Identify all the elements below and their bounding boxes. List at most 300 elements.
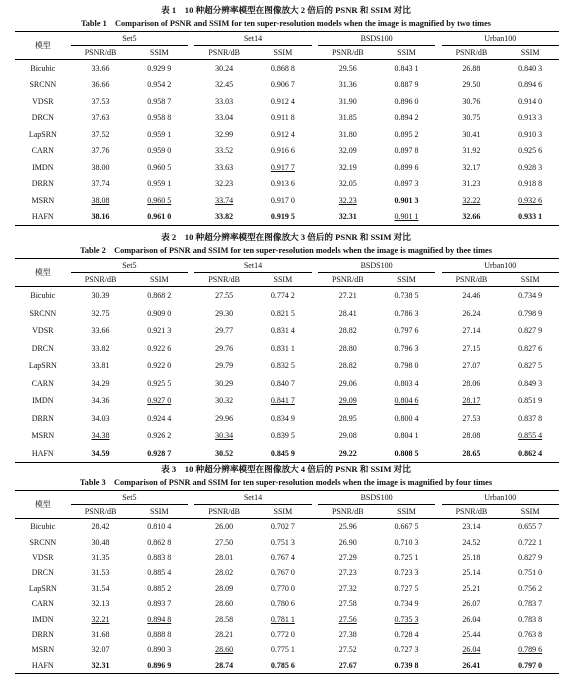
value-cell [194,110,254,127]
cell-value: 33.63 [215,162,234,172]
table-row [15,357,559,375]
value-cell [501,392,559,410]
table-row [15,77,559,94]
value-cell [194,287,254,305]
value-cell [442,410,502,428]
value-cell [71,322,131,340]
value-cell [318,60,378,77]
cell-value: 0.767 0 [270,568,295,578]
value-cell [442,519,502,535]
cell-value: 28.82 [338,326,357,336]
value-cell [318,143,378,160]
cell-value: 0.890 3 [147,645,172,655]
cell-value: 24.52 [462,537,481,547]
value-cell [318,392,378,410]
value-cell [318,77,378,94]
value-cell [501,658,559,674]
table-row [15,596,559,611]
cell-value: 38.00 [91,162,110,172]
cell-value: 34.29 [91,378,110,388]
table-row [15,550,559,565]
cell-value: 30.76 [462,96,481,106]
psnr-header: PSNR/dB [194,273,254,287]
value-cell [318,192,378,209]
cell-value: 28.74 [215,660,234,670]
cell-value: 0.896 9 [147,660,172,670]
cell-value: 0.913 3 [518,113,543,123]
cell-value: 0.928 7 [147,448,172,458]
value-cell [194,322,254,340]
cell-value: 0.922 6 [147,343,172,353]
value-cell [378,611,436,626]
cell-value: 0.728 4 [394,629,419,639]
cell-value: 0.780 6 [270,599,295,609]
value-cell [194,192,254,209]
cell-value: 0.914 0 [518,96,543,106]
model-name: VDSR [32,96,54,106]
cell-value: 26.07 [462,599,481,609]
model-name: LapSRN [28,361,57,371]
cell-value: 0.925 5 [147,378,172,388]
ssim-header: SSIM [501,46,559,60]
value-cell [130,658,188,674]
cell-value: 32.21 [91,614,110,624]
cell-value: 0.763 8 [518,629,543,639]
value-cell [442,611,502,626]
value-cell [378,209,436,226]
value-cell [378,357,436,375]
cell-value: 37.74 [91,179,110,189]
cell-value: 29.96 [215,413,234,423]
cell-value: 31.53 [91,568,110,578]
value-cell [501,143,559,160]
cell-value: 0.839 5 [270,431,295,441]
value-cell [71,410,131,428]
cell-value: 30.32 [215,396,234,406]
cell-value: 33.03 [215,96,234,106]
value-cell [378,126,436,143]
model-name: SRCNN [29,80,57,90]
cell-value: 0.897 8 [394,146,419,156]
value-cell [194,565,254,580]
value-cell [71,340,131,358]
cell-value: 29.79 [215,361,234,371]
value-cell [71,287,131,305]
value-cell [194,77,254,94]
table-row [15,392,559,410]
cell-value: 0.832 5 [270,361,295,371]
table-row [15,340,559,358]
cell-value: 0.775 1 [270,645,295,655]
value-cell [318,550,378,565]
cell-value: 28.08 [462,431,481,441]
cell-value: 28.17 [462,396,481,406]
cell-value: 0.751 3 [270,537,295,547]
cell-value: 0.958 7 [147,96,172,106]
ssim-header: SSIM [378,273,436,287]
cell-value: 0.906 7 [270,80,295,90]
cell-value: 0.827 5 [518,361,543,371]
cell-value: 28.80 [338,343,357,353]
cell-value: 36.66 [91,80,110,90]
cell-value: 0.926 2 [147,431,172,441]
cell-value: 27.53 [462,413,481,423]
cell-value: 32.75 [91,308,110,318]
model-name: IMDN [32,162,54,172]
value-cell [378,159,436,176]
value-cell [194,642,254,657]
cell-value: 0.827 6 [518,343,543,353]
cell-value: 0.751 0 [518,568,543,578]
value-cell [442,375,502,393]
model-name: MSRN [31,195,55,205]
cell-value: 28.06 [462,378,481,388]
cell-value: 0.804 6 [394,396,419,406]
value-cell [194,176,254,193]
cell-value: 30.29 [215,378,234,388]
cell-value: 0.734 9 [518,291,543,301]
cell-value: 37.76 [91,146,110,156]
model-name: LapSRN [28,129,57,139]
cell-value: 29.76 [215,343,234,353]
cell-value: 0.917 0 [270,195,295,205]
value-cell [318,596,378,611]
cell-value: 30.24 [215,63,234,73]
psnr-header: PSNR/dB [318,273,378,287]
model-name: Bicubic [30,522,56,532]
cell-value: 38.08 [91,195,110,205]
value-cell [130,427,188,445]
cell-value: 0.821 5 [270,308,295,318]
value-cell [71,519,131,535]
cell-value: 33.74 [215,195,234,205]
value-cell [254,159,312,176]
psnr-header: PSNR/dB [442,273,502,287]
cell-value: 32.07 [91,645,110,655]
value-cell [254,176,312,193]
value-cell [318,427,378,445]
value-cell [501,126,559,143]
table-row [15,209,559,226]
cell-value: 30.39 [91,291,110,301]
psnr-header: PSNR/dB [71,505,131,519]
value-cell [318,375,378,393]
value-cell [254,427,312,445]
value-cell [130,60,188,77]
value-cell [442,159,502,176]
value-cell [501,519,559,535]
cell-value: 0.862 8 [147,537,172,547]
value-cell [194,209,254,226]
table-row [15,427,559,445]
cell-value: 0.831 1 [270,343,295,353]
value-cell [442,627,502,642]
value-cell [378,192,436,209]
cell-value: 0.894 2 [394,113,419,123]
value-cell [442,445,502,463]
value-cell [442,209,502,226]
model-name: SRCNN [29,308,57,318]
value-cell [378,305,436,323]
cell-value: 0.922 0 [147,361,172,371]
cell-value: 0.734 9 [394,599,419,609]
dataset-header: Set5 [71,32,188,46]
cell-value: 0.800 4 [394,413,419,423]
cell-value: 29.77 [215,326,234,336]
value-cell [130,519,188,535]
value-cell [501,445,559,463]
value-cell [318,642,378,657]
cell-value: 0.710 3 [394,537,419,547]
cell-value: 0.855 4 [518,431,543,441]
cell-value: 27.67 [338,660,357,670]
cell-value: 28.42 [91,522,110,532]
value-cell [194,159,254,176]
table-row [15,410,559,428]
table-1-caption-en: Table 1 Comparison of PSNR and SSIM for ten super-resolution models when the image is magnified by two times [80,19,492,28]
value-cell [254,611,312,626]
cell-value: 34.59 [91,448,110,458]
cell-value: 31.80 [338,129,357,139]
cell-value: 34.36 [91,396,110,406]
cell-value: 32.31 [91,660,110,670]
value-cell [378,534,436,549]
value-cell [194,658,254,674]
value-cell [378,340,436,358]
value-cell [130,357,188,375]
value-cell [194,519,254,535]
value-cell [71,642,131,657]
cell-value: 0.910 3 [518,129,543,139]
cell-value: 0.912 4 [270,129,295,139]
value-cell [318,287,378,305]
cell-value: 0.894 8 [147,614,172,624]
value-cell [254,340,312,358]
cell-value: 0.851 9 [518,396,543,406]
table-row [15,110,559,127]
cell-value: 0.885 2 [147,583,172,593]
value-cell [254,60,312,77]
cell-value: 0.916 6 [270,146,295,156]
cell-value: 28.09 [215,583,234,593]
value-cell [130,550,188,565]
value-cell [254,110,312,127]
value-cell [318,410,378,428]
model-name: HAFN [15,658,71,674]
value-cell [130,192,188,209]
value-cell [501,287,559,305]
value-cell [254,392,312,410]
cell-value: 0.913 6 [270,179,295,189]
dataset-header: BSDS100 [318,491,435,505]
model-name: MSRN [31,645,55,655]
value-cell [71,581,131,596]
value-cell [194,611,254,626]
cell-value: 0.767 4 [270,552,295,562]
cell-value: 0.895 2 [394,129,419,139]
value-cell [194,126,254,143]
dataset-header: Set14 [194,259,311,273]
value-cell [318,159,378,176]
cell-value: 0.961 0 [147,212,172,222]
cell-value: 0.932 6 [518,195,543,205]
cell-value: 37.63 [91,113,110,123]
value-cell [442,427,502,445]
cell-value: 27.29 [338,552,357,562]
value-cell [318,340,378,358]
cell-value: 0.893 7 [147,599,172,609]
cell-value: 0.702 7 [270,522,295,532]
model-name: DRCN [31,113,54,123]
model-name: CARN [31,599,54,609]
table-row [15,159,559,176]
value-cell [130,110,188,127]
value-cell [442,126,502,143]
cell-value: 32.99 [215,129,234,139]
value-cell [501,642,559,657]
cell-value: 0.917 7 [270,162,295,172]
value-cell [194,581,254,596]
table-row [15,375,559,393]
value-cell [501,427,559,445]
cell-value: 0.925 6 [518,146,543,156]
table-row [15,519,559,535]
value-cell [442,565,502,580]
value-cell [254,658,312,674]
cell-value: 28.60 [215,599,234,609]
cell-value: 33.52 [215,146,234,156]
table-row [15,642,559,657]
cell-value: 26.00 [215,522,234,532]
value-cell [130,159,188,176]
model-name: VDSR [32,552,54,562]
table-2 [15,258,559,463]
value-cell [194,410,254,428]
cell-value: 0.959 0 [147,146,172,156]
value-cell [130,209,188,226]
cell-value: 0.831 4 [270,326,295,336]
cell-value: 0.739 8 [394,660,419,670]
value-cell [71,392,131,410]
value-cell [442,392,502,410]
value-cell [254,519,312,535]
ssim-header: SSIM [378,505,436,519]
cell-value: 33.81 [91,361,110,371]
cell-value: 0.774 2 [270,291,295,301]
value-cell [501,534,559,549]
value-cell [71,159,131,176]
cell-value: 0.845 9 [270,448,295,458]
model-name: VDSR [32,326,54,336]
cell-value: 0.725 1 [394,552,419,562]
cell-value: 0.883 8 [147,552,172,562]
cell-value: 0.888 8 [147,629,172,639]
cell-value: 0.868 2 [147,291,172,301]
psnr-header: PSNR/dB [318,505,378,519]
value-cell [71,375,131,393]
cell-value: 33.66 [91,326,110,336]
cell-value: 38.16 [91,212,110,222]
model-name: LapSRN [28,583,57,593]
value-cell [378,658,436,674]
cell-value: 32.22 [462,195,481,205]
cell-value: 0.804 1 [394,431,419,441]
cell-value: 32.05 [338,179,357,189]
table-1 [15,31,559,226]
table-row [15,581,559,596]
cell-value: 31.92 [462,146,481,156]
table-row [15,305,559,323]
psnr-header: PSNR/dB [442,46,502,60]
cell-value: 31.35 [91,552,110,562]
value-cell [318,126,378,143]
cell-value: 0.897 3 [394,179,419,189]
table-row [15,176,559,193]
value-cell [318,519,378,535]
psnr-header: PSNR/dB [194,505,254,519]
value-cell [318,93,378,110]
cell-value: 27.50 [215,537,234,547]
value-cell [130,534,188,549]
value-cell [442,581,502,596]
value-cell [442,143,502,160]
value-cell [194,445,254,463]
cell-value: 29.08 [338,431,357,441]
cell-value: 27.21 [338,291,357,301]
ssim-header: SSIM [378,46,436,60]
table-row [15,93,559,110]
value-cell [501,375,559,393]
table-row [15,627,559,642]
value-cell [378,143,436,160]
value-cell [378,287,436,305]
cell-value: 32.23 [338,195,357,205]
value-cell [442,322,502,340]
cell-value: 32.23 [215,179,234,189]
model-name: Bicubic [30,63,56,73]
value-cell [71,192,131,209]
value-cell [71,445,131,463]
cell-value: 0.901 1 [394,212,419,222]
cell-value: 0.899 6 [394,162,419,172]
cell-value: 26.88 [462,63,481,73]
value-cell [501,550,559,565]
value-cell [254,596,312,611]
cell-value: 27.32 [338,583,357,593]
cell-value: 0.909 0 [147,308,172,318]
dataset-header: Urban100 [442,32,560,46]
value-cell [194,340,254,358]
value-cell [194,143,254,160]
cell-value: 0.786 3 [394,308,419,318]
value-cell [442,93,502,110]
model-name: CARN [31,146,54,156]
value-cell [71,550,131,565]
cell-value: 34.38 [91,431,110,441]
cell-value: 27.56 [338,614,357,624]
dataset-header: Urban100 [442,259,560,273]
cell-value: 27.58 [338,599,357,609]
value-cell [318,565,378,580]
value-cell [318,209,378,226]
value-cell [318,611,378,626]
value-cell [254,410,312,428]
table-3 [15,490,559,674]
cell-value: 0.921 3 [147,326,172,336]
table-row [15,192,559,209]
cell-value: 26.04 [462,614,481,624]
dataset-header: Set14 [194,32,311,46]
